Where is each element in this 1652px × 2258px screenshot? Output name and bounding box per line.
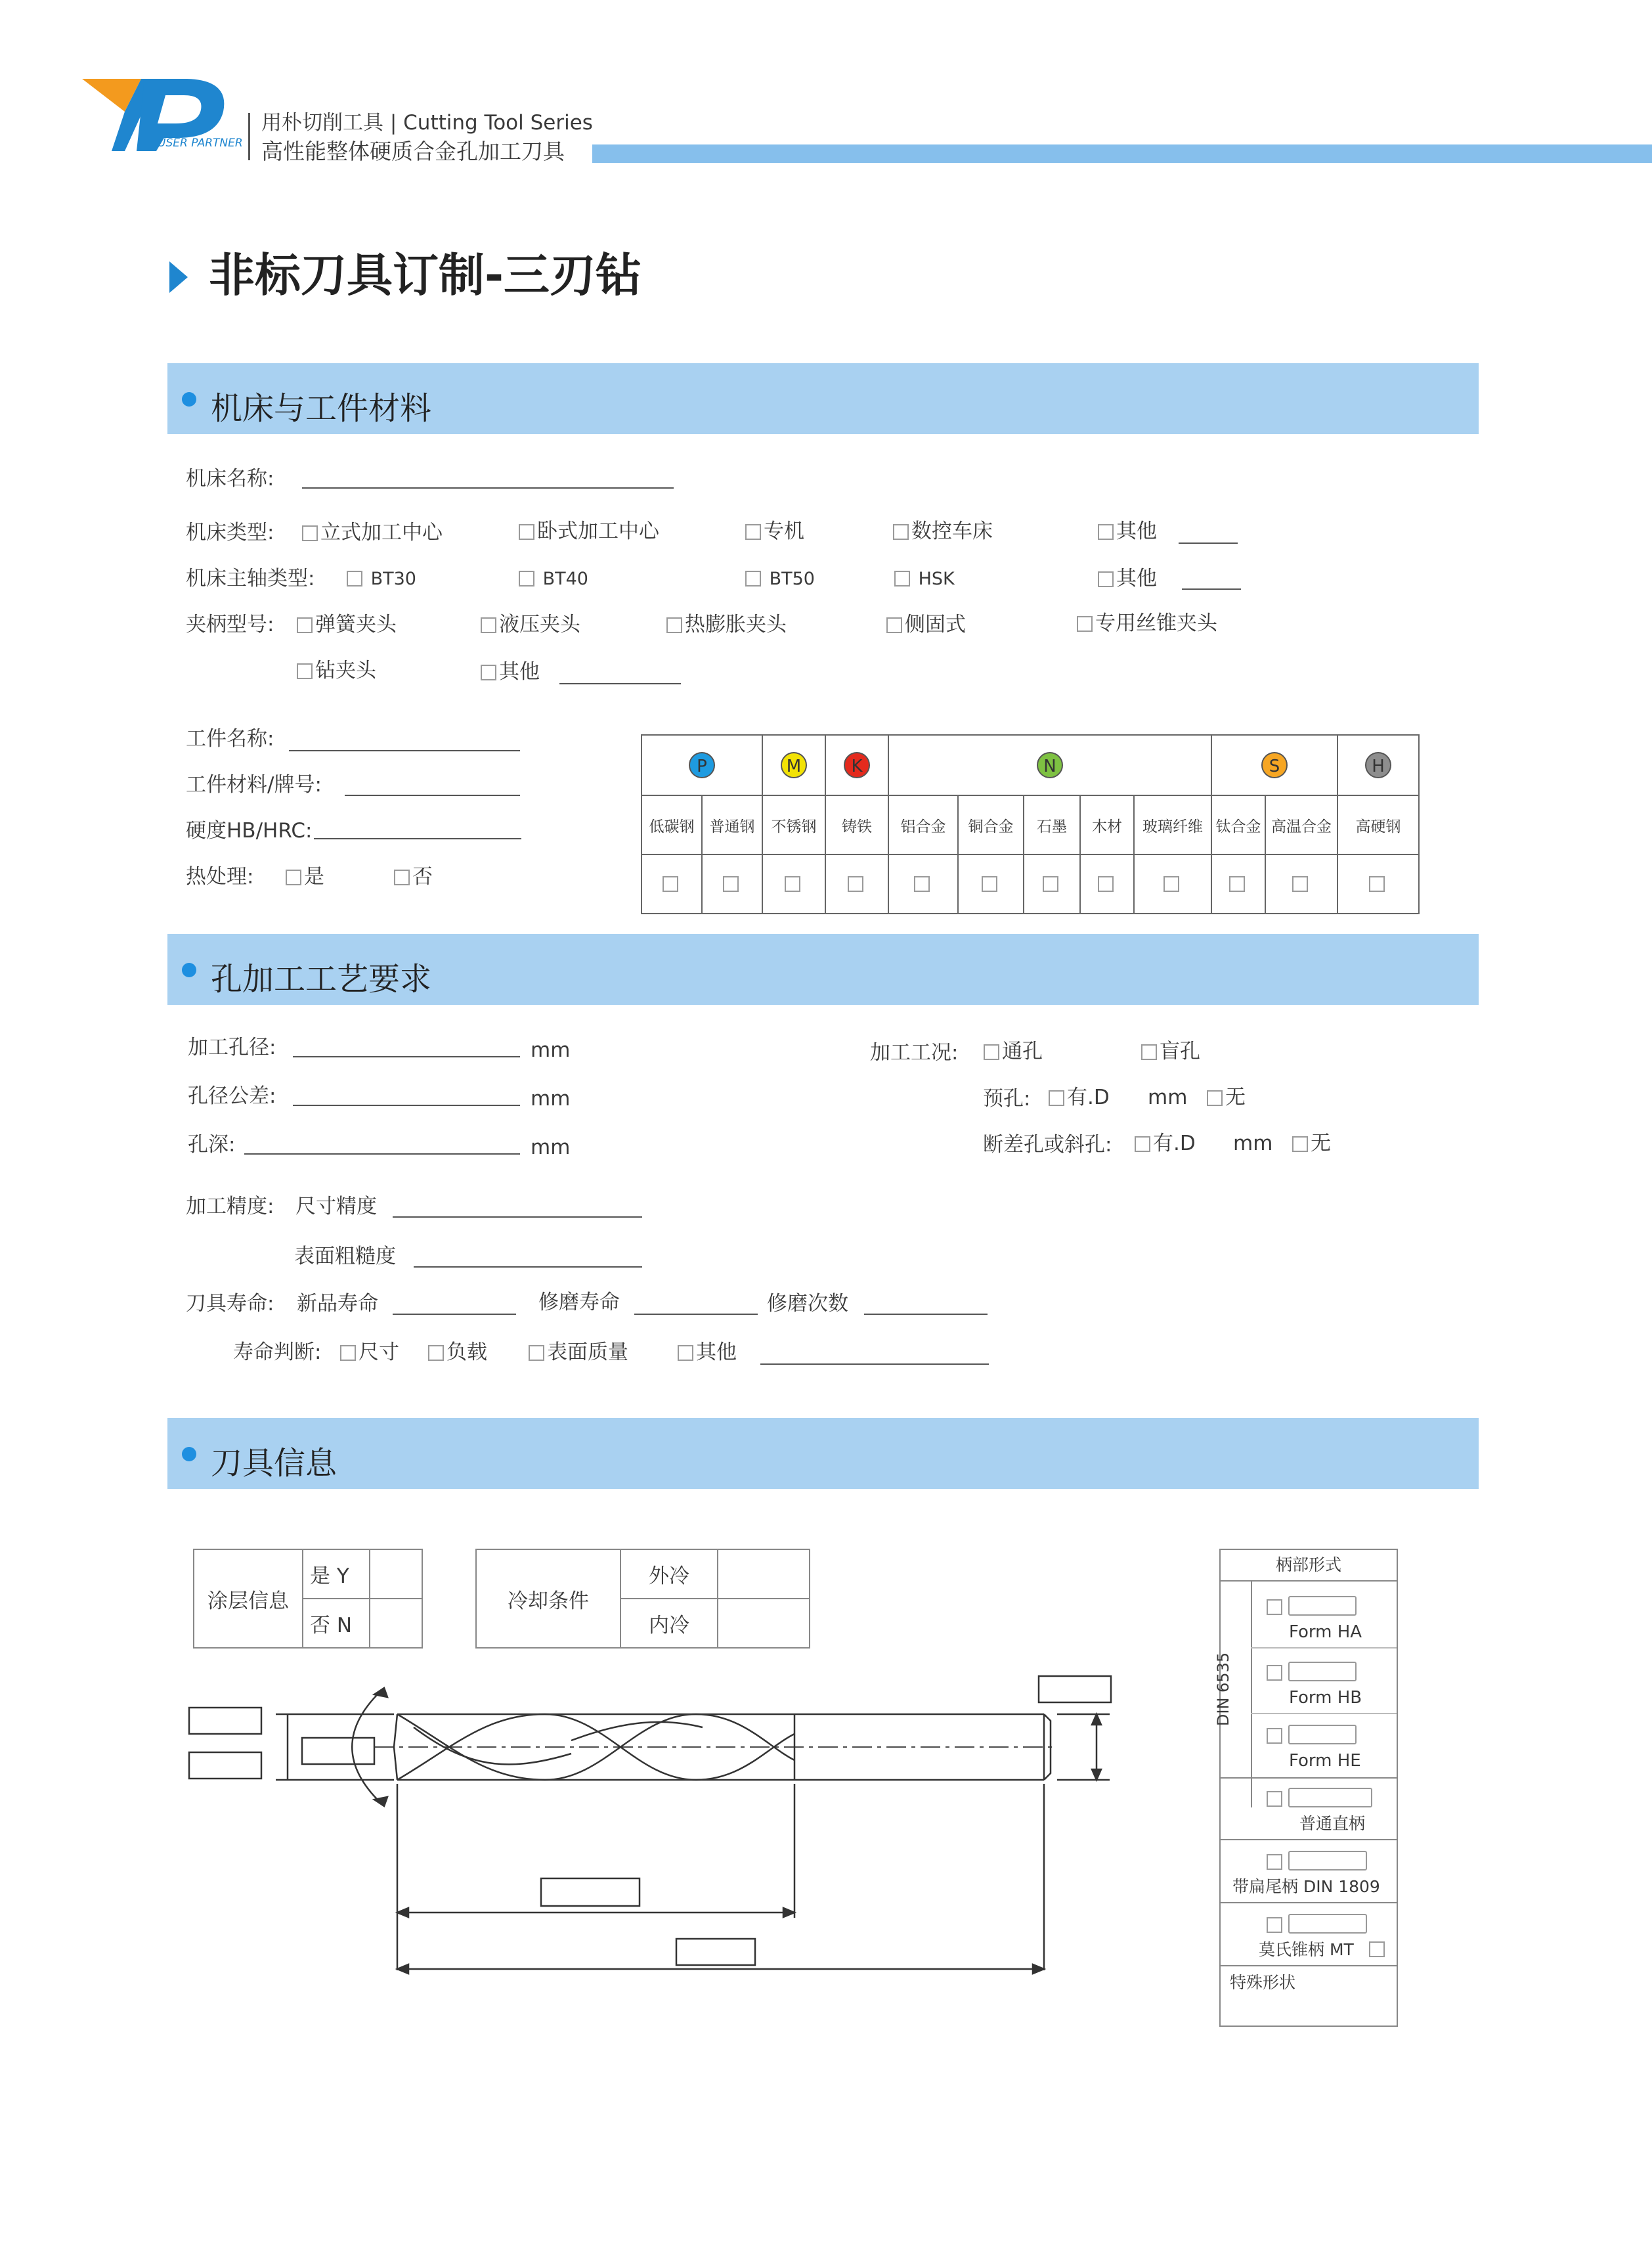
new-life-field[interactable] — [393, 1314, 516, 1315]
dimension-box — [189, 1708, 261, 1734]
checkbox[interactable] — [663, 876, 678, 892]
size-accuracy-label: 尺寸精度 — [295, 1195, 377, 1218]
shank-ha-icon — [1288, 1596, 1357, 1616]
checkbox[interactable] — [886, 617, 902, 633]
type-special[interactable]: 专机 — [745, 521, 804, 542]
checkbox[interactable] — [982, 876, 997, 892]
group-k — [825, 735, 888, 795]
judge-other-field[interactable] — [760, 1363, 989, 1365]
section-process — [167, 934, 1479, 1005]
n-icon: N — [1037, 752, 1063, 778]
material-check[interactable] — [1337, 854, 1419, 914]
din-label: DIN 6535 — [1214, 1652, 1233, 1727]
checkbox[interactable] — [984, 1044, 999, 1060]
group-s — [1211, 735, 1337, 795]
form-ha-option[interactable] — [1267, 1596, 1357, 1616]
type-horizontal[interactable]: 卧式加工中心 — [519, 521, 659, 542]
new-life-label: 新品寿命 — [297, 1292, 378, 1316]
divider — [1221, 1839, 1397, 1840]
holder-other[interactable]: 其他 — [481, 662, 540, 682]
shank-he-icon — [1288, 1725, 1357, 1744]
material-name: 不锈钢 — [762, 795, 825, 854]
regrind-life-label: 修磨寿命 — [538, 1291, 620, 1314]
dimension-box — [676, 1939, 755, 1965]
checkbox[interactable] — [1098, 571, 1114, 587]
material-check[interactable] — [1024, 854, 1080, 914]
workpiece-material-label: 工件材料/牌号: — [186, 773, 322, 797]
material-name: 石墨 — [1024, 795, 1080, 854]
workpiece-material-field[interactable] — [345, 795, 520, 796]
life-label: 刀具寿命: — [186, 1292, 274, 1316]
checkbox[interactable] — [1292, 1136, 1308, 1152]
group-p — [641, 735, 762, 795]
material-check[interactable] — [1265, 854, 1337, 914]
form-he-label: Form HE — [1289, 1751, 1361, 1771]
dimension-box — [189, 1752, 261, 1779]
logo — [79, 72, 243, 164]
judge-label: 寿命判断: — [233, 1340, 322, 1364]
type-other-field[interactable] — [1179, 542, 1238, 544]
machine-name-label: 机床名称: — [186, 467, 274, 491]
diameter-unit: mm — [531, 1038, 571, 1062]
shank-form-panel — [1214, 1549, 1398, 2027]
material-name: 普通钢 — [702, 795, 762, 854]
h-icon: H — [1365, 752, 1391, 778]
coating-label: 涂层信息 — [194, 1549, 303, 1648]
section-title: 孔加工工艺要求 — [211, 961, 432, 998]
shank-morse-icon — [1288, 1914, 1367, 1934]
material-check[interactable] — [762, 854, 825, 914]
accuracy-label: 加工精度: — [186, 1195, 274, 1218]
checkbox[interactable] — [1077, 616, 1093, 632]
prehole-has[interactable]: 有.D — [1049, 1088, 1110, 1108]
checkbox[interactable] — [340, 1345, 356, 1361]
material-check[interactable] — [1080, 854, 1134, 914]
spindle-other[interactable]: 其他 — [1098, 569, 1157, 589]
judge-size[interactable]: 尺寸 — [340, 1342, 399, 1363]
cool-int-label: 内冷 — [620, 1599, 718, 1648]
material-name: 高温合金 — [1265, 795, 1337, 854]
title-arrow-icon — [169, 261, 188, 293]
morse-mt-checkbox[interactable] — [1369, 1941, 1385, 1957]
straight-label: 普通直柄 — [1299, 1814, 1366, 1833]
s-icon: S — [1261, 752, 1288, 778]
tolerance-unit: mm — [531, 1087, 571, 1111]
spindle-other-field[interactable] — [1182, 588, 1241, 590]
checkbox[interactable] — [1043, 876, 1058, 892]
checkbox[interactable] — [723, 876, 739, 892]
checkbox[interactable] — [1369, 876, 1385, 892]
checkbox[interactable] — [1141, 1044, 1157, 1060]
spindle-bt40[interactable]: BT40 — [519, 570, 588, 588]
regrind-count-field[interactable] — [864, 1314, 988, 1315]
size-accuracy-field[interactable] — [393, 1216, 642, 1218]
checkbox[interactable] — [347, 571, 362, 587]
holder-tap[interactable]: 专用丝锥夹头 — [1077, 613, 1217, 634]
holder-shrink[interactable]: 热膨胀夹头 — [666, 615, 787, 635]
cool-ext-cell[interactable] — [718, 1549, 810, 1599]
checkbox[interactable] — [297, 617, 313, 633]
holder-label: 夹柄型号: — [186, 613, 274, 636]
header-subtitle: 高性能整体硬质合金孔加工刀具 — [261, 139, 565, 164]
holder-hydraulic[interactable]: 液压夹头 — [481, 615, 580, 635]
checkbox[interactable] — [1049, 1090, 1064, 1106]
heat-no[interactable]: 否 — [394, 867, 433, 887]
checkbox[interactable] — [286, 870, 301, 885]
material-check[interactable] — [1134, 854, 1211, 914]
flat-tail-option[interactable] — [1267, 1851, 1367, 1871]
divider — [1221, 1965, 1397, 1966]
checkbox[interactable] — [481, 617, 496, 633]
cool-int-cell[interactable] — [718, 1599, 810, 1648]
machine-name-field[interactable] — [302, 487, 674, 489]
m-icon: M — [781, 752, 807, 778]
checkbox[interactable] — [394, 870, 410, 885]
flat-tail-label: 带扁尾柄 DIN 1809 — [1232, 1877, 1380, 1896]
hardness-field[interactable] — [314, 838, 521, 839]
machine-type-label: 机床类型: — [186, 521, 274, 544]
dimension-box — [1039, 1676, 1111, 1702]
shank-flat-tail-icon — [1288, 1851, 1367, 1871]
material-name: 铸铁 — [825, 795, 888, 854]
regrind-count-label: 修磨次数 — [767, 1292, 848, 1316]
form-hb-option[interactable] — [1267, 1662, 1357, 1681]
bullet-icon — [182, 963, 196, 977]
heat-yes[interactable]: 是 — [286, 867, 324, 887]
divider — [1251, 1647, 1397, 1649]
divider — [1251, 1580, 1252, 1807]
divider — [1221, 1902, 1397, 1903]
diameter-field[interactable] — [293, 1056, 520, 1057]
spindle-bt30[interactable]: BT30 — [347, 570, 416, 588]
material-name: 高硬钢 — [1337, 795, 1419, 854]
checkbox[interactable] — [666, 617, 682, 633]
step-none[interactable]: 无 — [1292, 1134, 1331, 1154]
tolerance-label: 孔径公差: — [188, 1084, 276, 1108]
shank-straight-icon — [1288, 1788, 1372, 1807]
depth-label: 孔深: — [188, 1133, 236, 1157]
cooling-table — [475, 1549, 810, 1649]
checkbox[interactable] — [1267, 1854, 1282, 1870]
morse-option[interactable] — [1267, 1914, 1367, 1934]
step-label: 断差孔或斜孔: — [983, 1133, 1112, 1157]
checkbox[interactable] — [1267, 1728, 1282, 1744]
judge-load[interactable]: 负载 — [428, 1342, 487, 1363]
header-series: 用朴切削工具 | Cutting Tool Series — [261, 111, 593, 135]
material-name: 钛合金 — [1211, 795, 1265, 854]
depth-unit: mm — [531, 1136, 571, 1159]
type-vertical[interactable]: 立式加工中心 — [302, 523, 443, 543]
shank-hb-icon — [1288, 1662, 1357, 1681]
drill-drawing — [177, 1668, 1123, 1990]
checkbox[interactable] — [519, 571, 534, 587]
checkbox[interactable] — [914, 876, 930, 892]
surface-label: 表面粗糙度 — [294, 1245, 396, 1268]
material-name: 铜合金 — [958, 795, 1024, 854]
form-ha-label: Form HA — [1289, 1622, 1362, 1642]
step-unit: mm — [1233, 1132, 1273, 1155]
special-label: 特殊形状 — [1230, 1973, 1296, 1992]
checkbox[interactable] — [481, 665, 496, 680]
group-h — [1337, 735, 1419, 795]
checkbox[interactable] — [1229, 876, 1245, 892]
checkbox[interactable] — [297, 663, 313, 679]
material-check[interactable] — [641, 854, 702, 914]
checkbox[interactable] — [1163, 876, 1179, 892]
page-title: 非标刀具订制-三刃钻 — [209, 248, 642, 302]
divider — [1221, 1580, 1397, 1582]
workpiece-name-field[interactable] — [289, 750, 520, 751]
checkbox[interactable] — [1267, 1599, 1282, 1615]
morse-label: 莫氏锥柄 MT — [1259, 1940, 1354, 1959]
checkbox[interactable] — [1135, 1136, 1150, 1152]
checkbox[interactable] — [1267, 1665, 1282, 1681]
checkbox[interactable] — [1267, 1791, 1282, 1807]
p-icon: P — [689, 752, 715, 778]
material-name: 玻璃纤维 — [1134, 795, 1211, 854]
dimension-box — [541, 1878, 640, 1906]
cooling-label: 冷却条件 — [476, 1549, 620, 1648]
logo-text: USER PARTNER — [158, 137, 243, 150]
cond-through[interactable]: 通孔 — [984, 1042, 1043, 1062]
checkbox[interactable] — [894, 571, 910, 587]
section-tool — [167, 1418, 1479, 1489]
surface-field[interactable] — [414, 1266, 642, 1268]
checkbox[interactable] — [1292, 876, 1308, 892]
material-check[interactable] — [958, 854, 1024, 914]
checkbox[interactable] — [428, 1345, 444, 1361]
spindle-label: 机床主轴类型: — [186, 567, 315, 590]
checkbox[interactable] — [519, 524, 534, 540]
coating-table — [193, 1549, 423, 1649]
hardness-label: 硬度HB/HRC: — [186, 819, 313, 843]
checkbox[interactable] — [785, 876, 800, 892]
checkbox[interactable] — [893, 524, 909, 540]
group-m — [762, 735, 825, 795]
k-icon: K — [844, 752, 870, 778]
material-check[interactable] — [1211, 854, 1265, 914]
coating-no-cell[interactable] — [370, 1599, 422, 1648]
spindle-bt50[interactable]: BT50 — [745, 570, 815, 588]
material-name: 木材 — [1080, 795, 1134, 854]
type-cnc-lathe[interactable]: 数控车床 — [893, 521, 993, 542]
regrind-life-field[interactable] — [634, 1314, 758, 1315]
checkbox[interactable] — [1267, 1917, 1282, 1933]
tolerance-field[interactable] — [293, 1105, 520, 1106]
depth-field[interactable] — [244, 1153, 520, 1155]
header-divider — [248, 113, 250, 160]
section-machine — [167, 363, 1479, 434]
coating-yes-label: 是 Y — [303, 1549, 370, 1599]
header-bar — [592, 144, 1652, 163]
coating-no-label: 否 N — [303, 1599, 370, 1648]
shank-title: 柄部形式 — [1275, 1555, 1341, 1574]
checkbox[interactable] — [848, 876, 863, 892]
section-title: 机床与工件材料 — [211, 390, 432, 427]
dimension-box — [302, 1738, 374, 1764]
form-hb-label: Form HB — [1289, 1688, 1362, 1708]
material-name: 铝合金 — [888, 795, 958, 854]
checkbox[interactable] — [678, 1345, 693, 1361]
bullet-icon — [182, 392, 196, 407]
cond-blind[interactable]: 盲孔 — [1141, 1042, 1200, 1062]
prehole-label: 预孔: — [983, 1087, 1031, 1111]
checkbox[interactable] — [745, 571, 761, 587]
judge-surface[interactable]: 表面质量 — [529, 1342, 628, 1363]
type-other[interactable]: 其他 — [1098, 521, 1157, 542]
prehole-none[interactable]: 无 — [1207, 1088, 1246, 1108]
form-he-option[interactable] — [1267, 1725, 1357, 1744]
material-check[interactable] — [825, 854, 888, 914]
checkbox[interactable] — [1098, 524, 1114, 540]
group-n — [888, 735, 1211, 795]
checkbox[interactable] — [745, 524, 761, 540]
diameter-label: 加工孔径: — [188, 1036, 276, 1059]
spindle-hsk[interactable]: HSK — [894, 570, 955, 588]
checkbox[interactable] — [1098, 876, 1114, 892]
holder-side-lock[interactable]: 侧固式 — [886, 615, 966, 635]
holder-collet[interactable]: 弹簧夹头 — [297, 615, 397, 635]
holder-drill-chuck[interactable]: 钻夹头 — [297, 661, 376, 681]
prehole-unit: mm — [1148, 1086, 1188, 1109]
coating-yes-cell[interactable] — [370, 1549, 422, 1599]
straight-option[interactable] — [1267, 1788, 1372, 1807]
condition-label: 加工工况: — [870, 1041, 959, 1065]
checkbox[interactable] — [529, 1345, 544, 1361]
material-table — [641, 734, 1420, 914]
workpiece-name-label: 工件名称: — [186, 727, 274, 751]
divider — [1251, 1713, 1397, 1714]
material-check[interactable] — [702, 854, 762, 914]
judge-other[interactable]: 其他 — [678, 1342, 737, 1363]
checkbox[interactable] — [302, 525, 318, 541]
divider — [1221, 1777, 1397, 1779]
bullet-icon — [182, 1447, 196, 1461]
step-has[interactable]: 有.D — [1135, 1134, 1196, 1154]
cool-ext-label: 外冷 — [620, 1549, 718, 1599]
holder-other-field[interactable] — [559, 683, 681, 684]
material-name: 低碳钢 — [641, 795, 702, 854]
section-title: 刀具信息 — [211, 1445, 337, 1482]
heat-label: 热处理: — [186, 865, 254, 889]
checkbox[interactable] — [1207, 1090, 1223, 1106]
material-check[interactable] — [888, 854, 958, 914]
